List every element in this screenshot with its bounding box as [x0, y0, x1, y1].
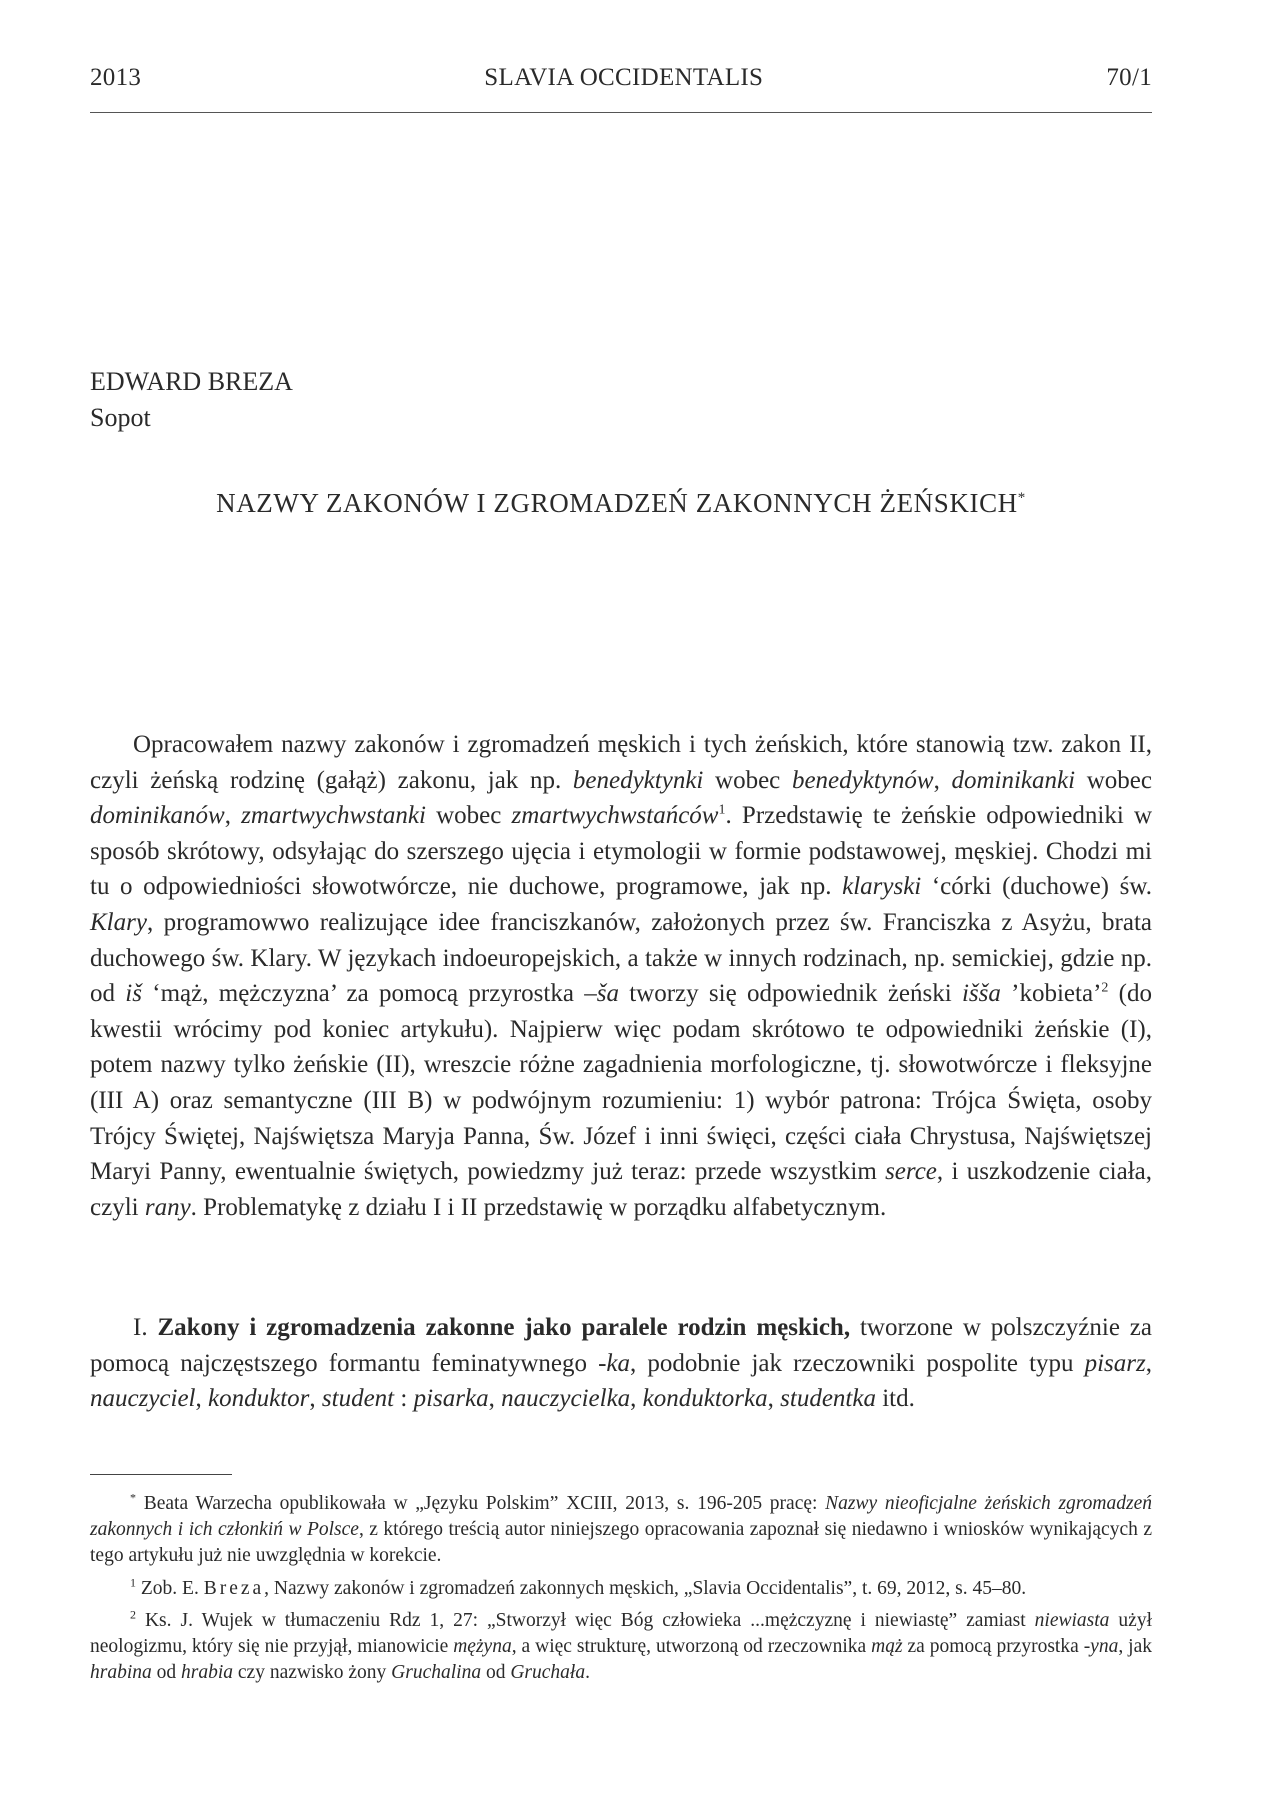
- term: iš: [125, 980, 142, 1008]
- text-run: za pomocą przyrostka: [902, 1636, 1084, 1658]
- text-run: ’kobieta’: [1000, 980, 1102, 1008]
- term: rany: [144, 1193, 191, 1221]
- term: Klary: [90, 908, 147, 936]
- term: zmartwychwstanki: [241, 802, 426, 830]
- term: hrabina: [90, 1662, 152, 1684]
- author-block: [90, 364, 293, 436]
- text-run: ,: [630, 1385, 643, 1413]
- author-name: EDWARD BREZA: [90, 367, 293, 396]
- term: hrabia: [181, 1662, 234, 1684]
- term: konduktorka: [642, 1385, 768, 1413]
- text-run: . Przedstawię te żeńskie odpowiedniki w sposób skrótowy, odsyłając do szerszego ujęcia i etymologii w formie podstawowej, męskiej. Chodzi mi tu o odpowiedniości słowotwórcze, nie duchowe, programowe, jak np.: [90, 802, 1153, 901]
- term: Nazwy nieoficjalne żeńskich zgromadzeń zakonnych i ich członkiń w Polsce: [90, 1493, 1152, 1541]
- text-run: Ks. J. Wujek w tłumaczeniu Rdz 1, 27: „Stworzył więc Bóg człowieka ...mężczyznę i niewiastę” zamiast: [136, 1609, 1035, 1631]
- header-year: 2013: [90, 64, 142, 91]
- text-run: wobec: [425, 802, 512, 830]
- footnote-marker: 1: [130, 1575, 136, 1590]
- term: -ka: [598, 1349, 630, 1377]
- text-run: , i uszkodzenie ciała, czyli: [90, 1158, 1152, 1221]
- text-run: od: [151, 1662, 182, 1684]
- text-run: ‘córki (duchowe) św.: [921, 873, 1153, 901]
- section-heading: Zakony i zgromadzenia zakonne jako paralele rodzin męskich,: [157, 1314, 851, 1341]
- term: pisarz: [1084, 1349, 1146, 1377]
- footnote-1: [90, 1576, 1152, 1602]
- text-run: Zob. E.: [136, 1577, 204, 1599]
- text-run: ,: [488, 1385, 502, 1413]
- running-header: [90, 64, 1152, 92]
- term: mąż: [871, 1636, 903, 1658]
- author-location: Sopot: [90, 403, 151, 432]
- text-run: od: [481, 1662, 511, 1684]
- header-journal: SLAVIA OCCIDENTALIS: [484, 64, 764, 91]
- term: mężyna: [453, 1636, 512, 1658]
- text-run: Opracowałem nazwy zakonów i zgromadzeń męskich i tych żeńskich, które stanowią tzw. zakon II, czyli żeńską rodzinę (gałąż) zakonu, jak np.: [90, 731, 1152, 794]
- term: niewiasta: [1034, 1609, 1110, 1631]
- term: dominikanki: [951, 766, 1076, 794]
- text-run: .: [585, 1662, 590, 1684]
- term: klaryski: [842, 873, 922, 901]
- footnote-rule: [90, 1474, 232, 1475]
- term: student: [321, 1385, 395, 1413]
- article-title-text: NAZWY ZAKONÓW I ZGROMADZEŃ ZAKONNYCH ŻEŃSKICH: [216, 488, 1018, 518]
- text-run: . Problematykę z działu I i II przedstawię w porządku alfabetycznym.: [190, 1193, 887, 1221]
- text-run: ,: [1145, 1349, 1152, 1377]
- footnote-marker: 2: [130, 1607, 136, 1622]
- footnote-ref[interactable]: 2: [1101, 980, 1109, 996]
- paragraph-intro: [90, 727, 1152, 1225]
- text-run: , z którego treścią autor niniejszego opracowania zapoznał się niedawno i wniosków wynikających z tego artykułu już nie uwzględnia w korekcie.: [90, 1519, 1152, 1567]
- text-run: , jak: [1118, 1636, 1152, 1658]
- text-run: tworzone w polszczyźnie za pomocą najczęstszego formantu feminatywnego: [90, 1314, 1152, 1377]
- text-run: wobec: [703, 766, 792, 794]
- text-run: czy nazwisko żony: [233, 1662, 392, 1684]
- footnote-star: [90, 1491, 1152, 1570]
- text-run: ,: [224, 802, 242, 830]
- text-run: , programowwo realizujące idee franciszkanów, założonych przez św. Franciszka z Asyżu, brata duchowego św. Klary. W językach indoeuropejskich, a także w innych rodzinach, np. semickiej, gdzie np. od: [90, 908, 1152, 1008]
- text-run: , podobnie jak rzeczowniki pospolite typu: [629, 1349, 1085, 1377]
- header-volume: 70/1: [1106, 64, 1152, 91]
- text-run: ,: [309, 1385, 322, 1413]
- cited-author: Breza: [203, 1577, 265, 1599]
- footnote-marker: *: [130, 1490, 136, 1505]
- text-run: :: [394, 1385, 414, 1413]
- term: konduktor: [208, 1385, 310, 1413]
- text-run: Beata Warzecha opublikowała w „Języku Polskim” XCIII, 2013, s. 196-205 pracę:: [136, 1493, 826, 1514]
- footnote-2: [90, 1608, 1152, 1687]
- paragraph-section-1: [90, 1310, 1152, 1417]
- text-run: ,: [195, 1385, 209, 1413]
- term: Gruchalina: [391, 1662, 482, 1684]
- text-run: wobec: [1075, 766, 1152, 794]
- paragraph-text: [90, 1310, 1152, 1417]
- article-title: [90, 488, 1152, 519]
- paragraph-text: [90, 727, 1152, 1225]
- header-rule: [90, 112, 1152, 113]
- text-run: użył neologizmu, który się nie przyjął, mianowicie: [90, 1609, 1152, 1658]
- text-run: , a więc strukturę, utworzoną od rzeczownika: [511, 1636, 872, 1658]
- text-run: ,: [767, 1385, 781, 1413]
- term: išša: [961, 980, 1001, 1008]
- term: zmartwychwstańców: [511, 802, 719, 830]
- term: studentka: [780, 1385, 876, 1413]
- text-run: ,: [933, 766, 952, 794]
- footnotes: [90, 1491, 1152, 1692]
- term: benedyktynów: [791, 766, 934, 794]
- text-run: itd.: [875, 1385, 915, 1413]
- term: benedyktynki: [572, 766, 704, 794]
- term: nauczycielka: [501, 1385, 631, 1413]
- section-number: I.: [133, 1314, 158, 1341]
- term: nauczyciel: [90, 1385, 196, 1413]
- footnote-ref[interactable]: 1: [718, 802, 726, 818]
- term: pisarka: [413, 1385, 489, 1413]
- title-footnote-marker: *: [1017, 490, 1026, 506]
- term: serce: [885, 1158, 937, 1186]
- term: -yna: [1083, 1636, 1119, 1658]
- term: –ša: [584, 980, 619, 1008]
- term: Gruchała: [510, 1662, 586, 1684]
- text-run: (do kwestii wrócimy pod koniec artykułu). Najpierw więc podam skrótowo te odpowiedniki żeńskie (I), potem nazwy tylko żeńskie (II), wreszcie różne zagadnienia morfologiczne, tj. słowotwórcze i fleksyjne (III A) oraz semantyczne (III B) w podwójnym rozumieniu: 1) wybór patrona: Trójca Święta, osoby Trójcy Świętej, Najświętsza Maryja Panna, Św. Józef i inni święci, części ciała Chrystusa, Najświętszej Maryi Panny, ewentualnie świętych, powiedzmy już teraz: przede wszystkim: [90, 980, 1152, 1186]
- text-run: ‘mąż, mężczyzna’ za pomocą przyrostka: [141, 980, 585, 1008]
- text-run: tworzy się odpowiednik żeński: [618, 980, 962, 1008]
- term: dominikanów: [90, 802, 225, 830]
- text-run: , Nazwy zakonów i zgromadzeń zakonnych męskich, „Slavia Occidentalis”, t. 69, 2012, s. 45–80.: [264, 1577, 1027, 1599]
